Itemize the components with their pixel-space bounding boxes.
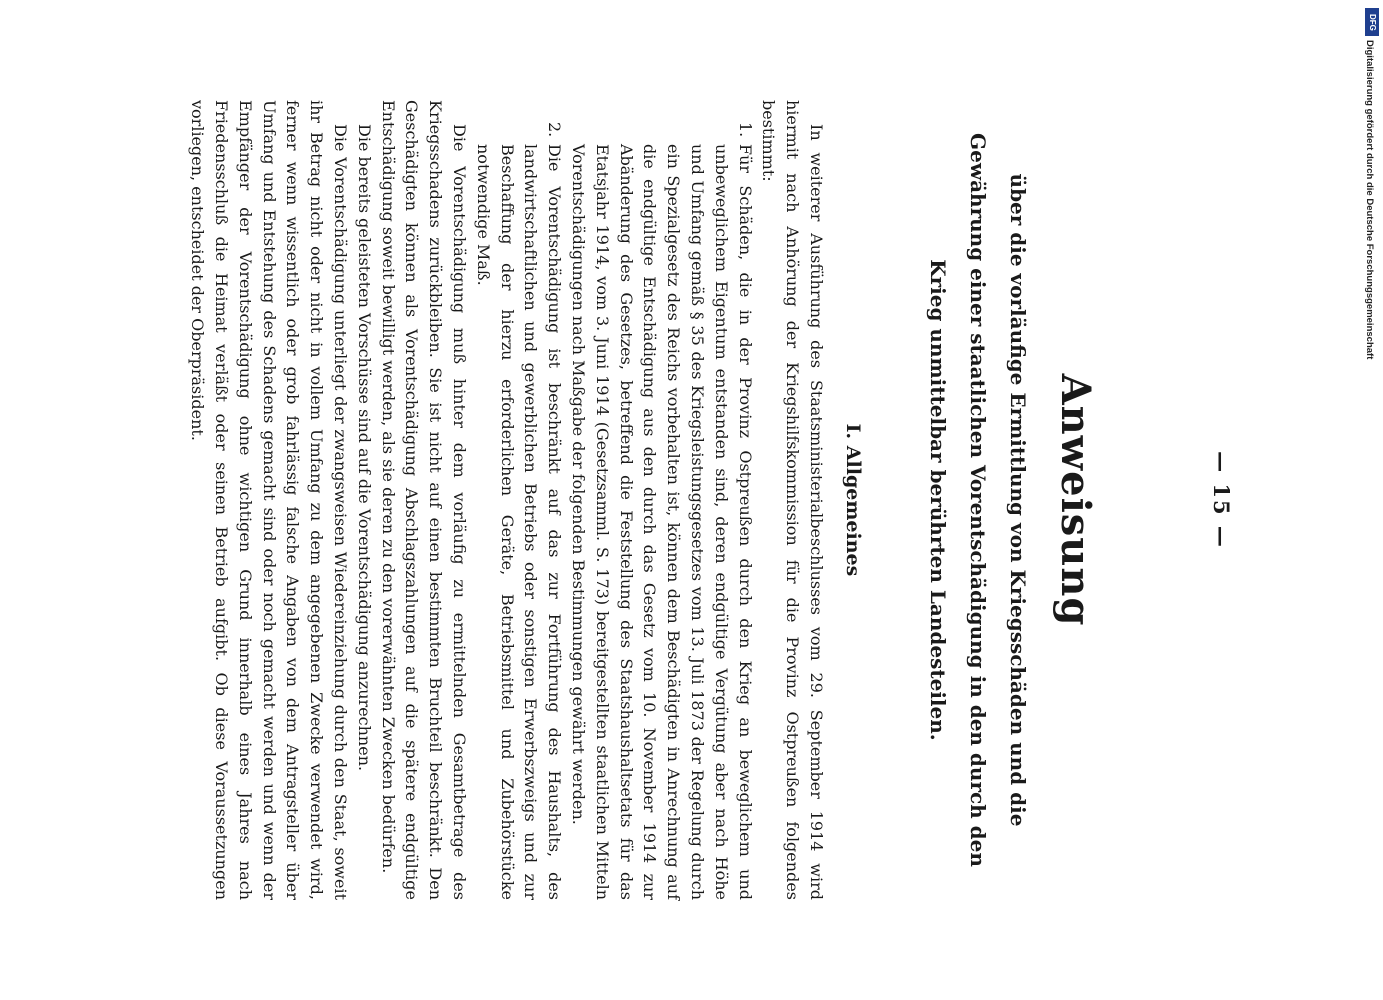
credit-text: Digitalisierung gefördert durch die Deutsche Forschungsgemeinschaft — [1364, 40, 1375, 360]
paragraph: Die Vorentschädigung unterliegt der zwangsweisen Wiedereinziehung durch den Staat, soweit ihr Betrag nicht oder nicht in vollem Umfang zu dem angegebenen Zwecke verwendet wird, ferner wenn wissentlich oder grob fahrlässig falsche Angaben von dem Antragsteller über Umfang und Entstehung des Schadens gemacht sind oder noch gemacht werden und wenn der Empfänger der Vorentschädigung ohne wichtigen Grund innerhalb eines Jahres nach Friedensschluß die Heimat verläßt oder seinen Betrieb aufgibt. Ob diese Voraussetzungen vorliegen, entscheidet der Oberpräsident. — [188, 100, 351, 900]
list-item-number: 1. — [735, 122, 755, 138]
dfg-logo: DFG — [1365, 8, 1379, 36]
list-item — [471, 122, 566, 900]
document-subtitle: über die vorläufige Ermittlung von Kriegsschäden und die Gewährung einer staatlichen Vorentschädigung in den durch den Krieg unmittelbar berührten Landesteilen. — [926, 133, 1030, 867]
list-item — [566, 122, 756, 900]
list-item-text: Für Schäden, die in der Provinz Ostpreußen durch den Krieg an beweglichem und unbeweglichem Eigentum entstanden sind, deren endgültige Vergütung aber nach Höhe und Umfang gemäß § 35 des Kriegsleistungsgesetzes vom 13. Juli 1873 der Regelung durch ein Spezialgesetz des Reichs vorbehalten ist, können dem Beschädigten in Anrechnung auf die endgültige Entschädigung aus den durch das Gesetz vom 10. November 1914 zur Abänderung des Gesetzes, betreffend die Feststellung des Staatshaushaltsetats für das Etatsjahr 1914, vom 3. Juni 1914 (Gesetzsamml. S. 173) bereitgestellten staatlichen Mitteln Vorentschädigungen nach Maßgabe der folgenden Bestimmungen gewährt werden. — [569, 144, 755, 900]
paragraph: Die bereits geleisteten Vorschüsse sind auf die Vorentschädigung anzurechnen. — [354, 124, 374, 772]
document-page — [94, 0, 1244, 1000]
digitization-credit — [1362, 8, 1382, 398]
paragraph: Die Vorentschädigung muß hinter dem vorläufig zu ermittelnden Gesamtbetrage des Kriegsschadens zurückbleiben. Sie ist nicht auf einen bestimmten Bruchteil beschränkt. Den Geschädigten können als Vorentschädigung Abschlagszahlungen auf die spätere endgültige Entschädigung soweit bewilligt werden, als sie deren zu den vorerwähnten Zwecken bedürfen. — [378, 100, 470, 900]
intro-paragraph: In weiterer Ausführung des Staatsministerialbeschlusses vom 29. September 1914 wird hiermit nach Anhörung der Kriegshilfskommission für die Provinz Ostpreußen folgendes bestimmt: — [759, 100, 826, 900]
page-number: — 15 — — [1209, 451, 1234, 549]
body-text — [185, 100, 828, 900]
section-heading: I. Allgemeines — [842, 423, 864, 577]
document-title: Anweisung — [1052, 373, 1099, 627]
list-item-number: 2. — [545, 122, 565, 138]
list-item-text: Die Vorentschädigung ist beschränkt auf das zur Fortführung des Haushalts, des landwirtschaftlichen und gewerblichen Betriebs oder sonstigen Erwerbszweigs und zur Beschaffung der hierzu erforderlichen Geräte, Betriebsmittel und Zubehörstücke notwendige Maß. — [473, 144, 565, 900]
